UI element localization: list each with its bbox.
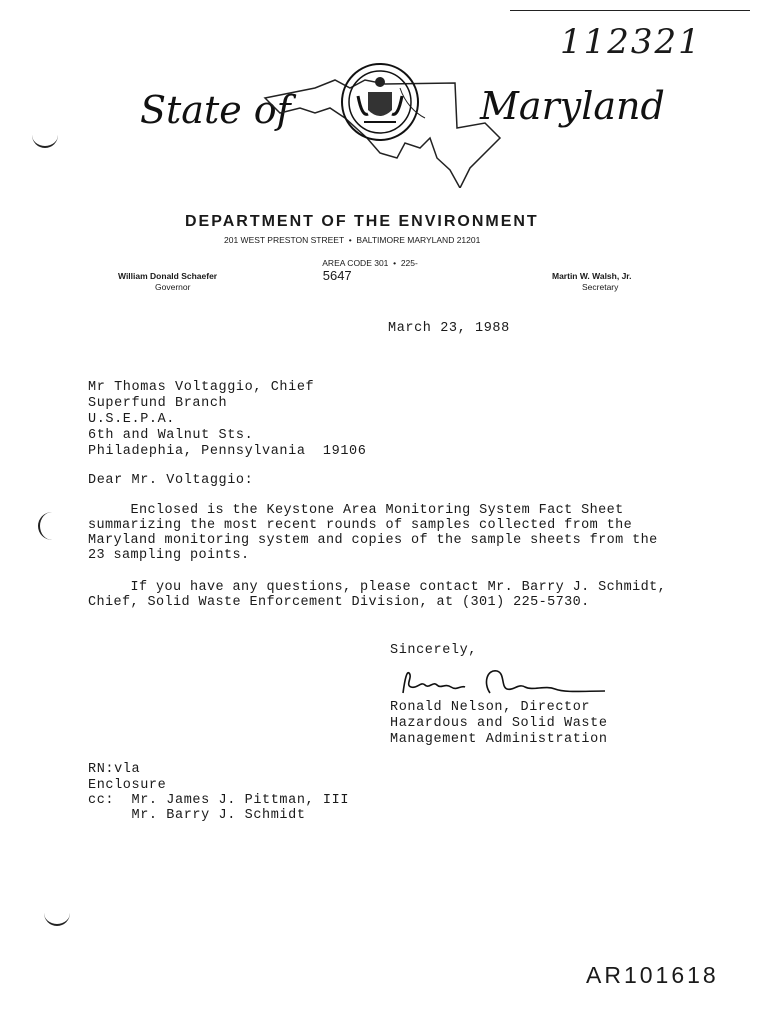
area-code-text: AREA CODE 301 • 225-: [322, 258, 418, 268]
cc-line-1: cc: Mr. James J. Pittman, III: [88, 793, 350, 808]
recipient-line-5: Philadephia, Pennsylvania 19106: [88, 444, 367, 459]
letterhead-state-left: State of: [140, 88, 291, 132]
governor-name: William Donald Schaefer: [118, 271, 218, 281]
governor-title: Governor: [155, 282, 191, 292]
letterhead-state-right: Maryland: [480, 84, 665, 128]
body-paragraph-1: Enclosed is the Keystone Area Monitoring System Fact Sheet summarizing the most recent rounds of samples collected from the Maryland monitoring system and copies of the sample sheets from the 23 sampling points.: [88, 503, 667, 563]
body-paragraph-2: If you have any questions, please contact Mr. Barry J. Schmidt, Chief, Solid Waste Enforcement Division, at (301) 225-5730.: [88, 580, 675, 610]
secretary-title: Secretary: [582, 282, 619, 292]
recipient-line-1: Mr Thomas Voltaggio, Chief: [88, 380, 315, 395]
punch-hole-top: [32, 132, 58, 148]
department-name: DEPARTMENT OF THE ENVIRONMENT: [185, 213, 539, 230]
enclosure-note: Enclosure: [88, 778, 167, 793]
recipient-line-2: Superfund Branch: [88, 396, 228, 411]
letter-date: March 23, 1988: [388, 321, 510, 336]
salutation: Dear Mr. Voltaggio:: [88, 473, 254, 488]
signer-department-1: Hazardous and Solid Waste: [390, 716, 608, 731]
punch-hole-middle: [38, 512, 54, 540]
area-code: [318, 248, 418, 283]
cc-line-2: Mr. Barry J. Schmidt: [88, 808, 306, 823]
department-address: 201 WEST PRESTON STREET • BALTIMORE MARYLAND 21201: [224, 235, 481, 245]
typist-initials: RN:vla: [88, 762, 141, 777]
document-stamp: AR101618: [586, 962, 719, 988]
closing: Sincerely,: [390, 643, 478, 658]
punch-hole-bottom: [44, 910, 70, 926]
document-number: 112321: [560, 22, 702, 62]
signer-name-title: Ronald Nelson, Director: [390, 700, 591, 715]
signature-icon: [395, 663, 615, 703]
recipient-line-4: 6th and Walnut Sts.: [88, 428, 254, 443]
state-seal-icon: [340, 62, 420, 142]
secretary-name: Martin W. Walsh, Jr.: [552, 271, 632, 281]
top-rule: [510, 10, 750, 11]
recipient-line-3: U.S.E.P.A.: [88, 412, 176, 427]
signer-department-2: Management Administration: [390, 732, 608, 747]
phone-extension: 5647: [322, 268, 352, 283]
